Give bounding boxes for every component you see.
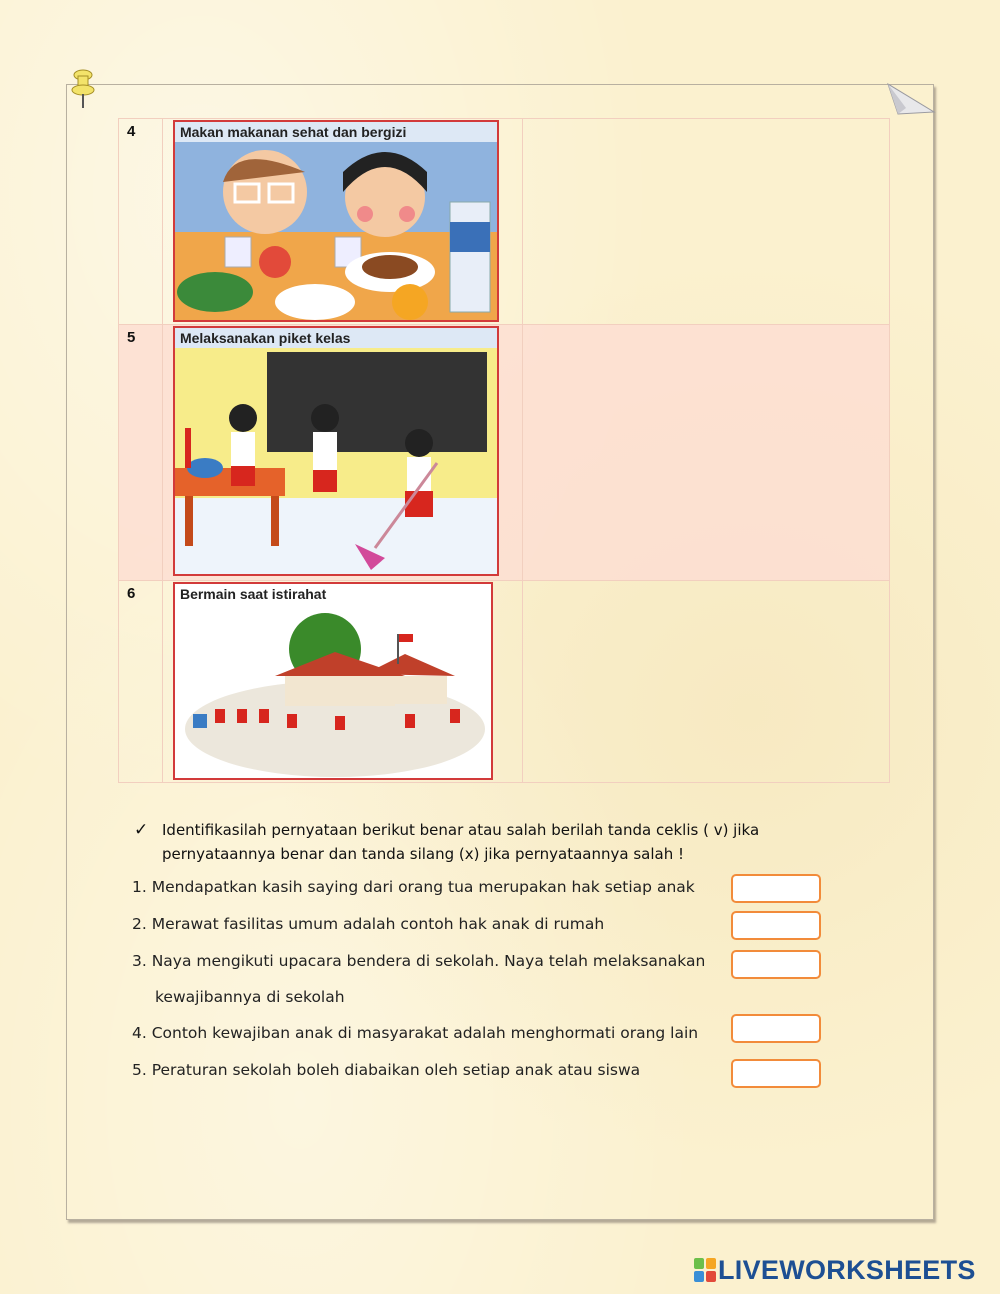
answer-cell[interactable] bbox=[522, 581, 889, 783]
recess-play-image bbox=[173, 582, 493, 780]
statement-5: 5. Peraturan sekolah boleh diabaikan oleh setiap anak atau siswa bbox=[132, 1061, 641, 1079]
answer-cell[interactable] bbox=[522, 325, 889, 581]
liveworksheets-logo-icon bbox=[694, 1258, 716, 1282]
activity-table bbox=[118, 118, 890, 783]
image-caption: Makan makanan sehat dan bergizi bbox=[175, 122, 497, 142]
answer-box-3[interactable] bbox=[731, 950, 821, 979]
instruction-block bbox=[134, 818, 814, 866]
statement-1: 1. Mendapatkan kasih saying dari orang tua merupakan hak setiap anak bbox=[132, 878, 695, 896]
brand-name: LIVEWORKSHEETS bbox=[718, 1254, 976, 1285]
page-curl-icon bbox=[886, 82, 936, 118]
class-duty-image bbox=[173, 326, 499, 576]
statement-2: 2. Merawat fasilitas umum adalah contoh hak anak di rumah bbox=[132, 915, 605, 933]
answer-cell[interactable] bbox=[522, 119, 889, 325]
image-caption: Bermain saat istirahat bbox=[175, 584, 491, 604]
pushpin-icon bbox=[70, 68, 96, 112]
check-icon: ✓ bbox=[134, 820, 149, 840]
row-number: 4 bbox=[119, 119, 163, 325]
answer-box-4[interactable] bbox=[731, 1014, 821, 1043]
class-duty-illustration bbox=[175, 348, 497, 576]
table-row bbox=[119, 581, 890, 783]
recess-play-illustration bbox=[175, 604, 491, 780]
statement-4: 4. Contoh kewajiban anak di masyarakat adalah menghormati orang lain bbox=[132, 1024, 699, 1042]
answer-box-2[interactable] bbox=[731, 911, 821, 940]
instruction-text: Identifikasilah pernyataan berikut benar atau salah berilah tanda ceklis ( v) jika pernyataannya benar dan tanda silang (x) jika pernyataannya salah ! bbox=[162, 821, 760, 863]
table-row bbox=[119, 119, 890, 325]
healthy-eating-illustration bbox=[175, 142, 497, 322]
table-row bbox=[119, 325, 890, 581]
statement-3: 3. Naya mengikuti upacara bendera di sekolah. Naya telah melaksanakan bbox=[132, 952, 706, 970]
image-caption: Melaksanakan piket kelas bbox=[175, 328, 497, 348]
healthy-eating-image bbox=[173, 120, 499, 322]
answer-box-5[interactable] bbox=[731, 1059, 821, 1088]
answer-box-1[interactable] bbox=[731, 874, 821, 903]
row-number: 6 bbox=[119, 581, 163, 783]
statement-3-continued: kewajibannya di sekolah bbox=[155, 988, 345, 1006]
row-number: 5 bbox=[119, 325, 163, 581]
liveworksheets-logo[interactable] bbox=[694, 1256, 976, 1284]
